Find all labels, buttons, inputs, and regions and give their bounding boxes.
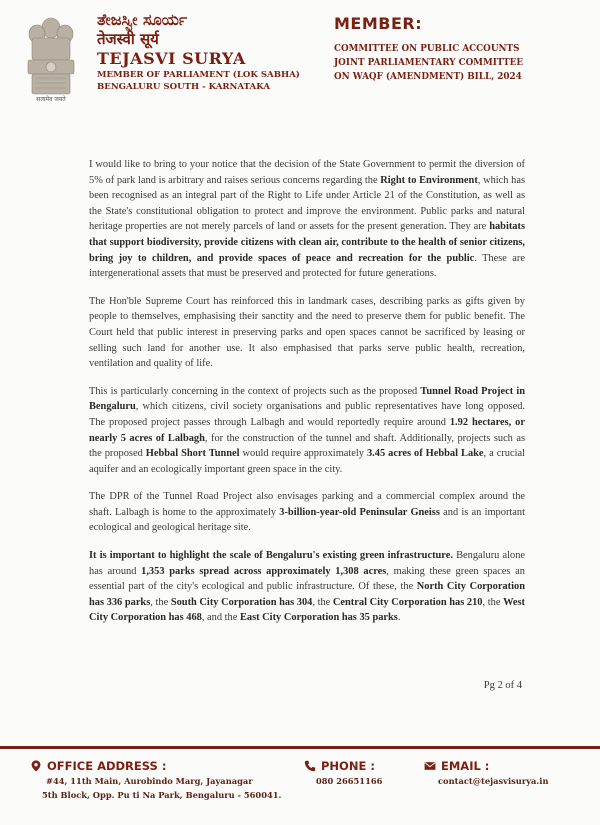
footer xyxy=(0,758,600,818)
member-title: MEMBER: xyxy=(334,14,423,33)
email-label: EMAIL : xyxy=(441,759,490,773)
letterhead xyxy=(0,0,600,110)
name-english: TEJASVI SURYA xyxy=(97,49,246,68)
office-address-block xyxy=(30,758,281,802)
phone-block xyxy=(304,758,382,788)
page-number: Pg 2 of 4 xyxy=(483,680,522,691)
phone-icon xyxy=(304,760,316,772)
national-emblem-icon xyxy=(22,12,80,104)
mp-constituency: BENGALURU SOUTH - KARNATAKA xyxy=(97,82,270,92)
phone-number[interactable]: 080 26651166 xyxy=(316,776,383,786)
committee-line: ON WAQF (AMENDMENT) BILL, 2024 xyxy=(334,72,522,82)
committee-line: JOINT PARLIAMENTARY COMMITTEE xyxy=(334,58,524,68)
paragraph-green-infrastructure: It is important to highlight the scale of Bengaluru's existing green infrastructure. Bengaluru alone has around 1,353 parks spread across approximately 1,308 acres, making these green spaces an essential part of the city's ecological and public infrastructure. Of these, the North City Corporation has 336 parks, the South City Corporation has 304, the Central City Corporation has 210, the West City Corporation has 468, and the East City Corporation has 35 parks. xyxy=(89,550,525,624)
address-line-2: 5th Block, Opp. Pu ti Na Park, Bengaluru - 560041. xyxy=(42,790,282,800)
letter-body xyxy=(89,157,525,638)
footer-divider xyxy=(0,746,600,749)
mp-identity xyxy=(97,10,317,93)
paragraph-dpr: The DPR of the Tunnel Road Project also envisages parking and a commercial complex around the shaft. Lalbagh is home to the approximately 3-billion-year-old Peninsular Gneiss and is an important ecological and geological heritage site. xyxy=(89,491,525,534)
envelope-icon xyxy=(424,760,436,772)
paragraph-supreme-court: The Hon'ble Supreme Court has reinforced this in landmark cases, describing parks as gifts given by people to themselves, emphasising their sanctity and the need to preserve them for public benefit. The Court held that public interest in preserving parks and open spaces cannot be sacrificed by leasing or selling such land for another use. It also emphasised that parks serve public health, recreation, ventilation and quality of life. xyxy=(89,295,525,370)
paragraph-tunnel-road: This is particularly concerning in the context of projects such as the proposed Tunnel Road Project in Bengaluru, which citizens, civil society organisations and public representatives have long opposed. The proposed project passes through Lalbagh and would reportedly require around 1.92 hectares, or nearly 5 acres of Lalbagh, for the construction of the tunnel and shaft. Additionally, projects such as the proposed Hebbal Short Tunnel would require approximately 3.45 acres of Hebbal Lake, a crucial aquifer and an ecologically important green space in the city. xyxy=(89,385,526,475)
mp-position: MEMBER OF PARLIAMENT (LOK SABHA) xyxy=(97,70,300,80)
name-kannada: ತೇಜಸ್ವೀ ಸೂರ್ಯ xyxy=(97,10,188,29)
paragraph-right-to-environment: I would like to bring to your notice that the decision of the State Government to permit the diversion of 5% of park land is arbitrary and raises serious concerns regarding the Right to Environment, which has been recognised as an integral part of the Right to Life under Article 21 of the Constitution, as well as the State's constitutional obligation to protect and improve the environment. Public parks and natural heritage properties are not merely parcels of land or assets for the present generation. They are habitats that support biodiversity, provide citizens with clean air, contribute to the health of senior citizens, bring joy to children, and provide spaces of peace and recreation for the public. These are intergenerational assets that must be preserved and protected for future generations. xyxy=(89,159,525,280)
committee-membership xyxy=(334,14,584,84)
address-line-1: #44, 11th Main, Aurobindo Marg, Jayanagar xyxy=(46,776,253,786)
emblem-motto: सत्यमेव जयते xyxy=(36,96,66,103)
email-block xyxy=(424,758,549,788)
phone-label: PHONE : xyxy=(321,759,375,773)
email-address[interactable]: contact@tejasvisurya.in xyxy=(438,776,549,786)
committee-line: COMMITTEE ON PUBLIC ACCOUNTS xyxy=(334,44,520,54)
name-hindi: तेजस्वी सूर्य xyxy=(97,30,159,48)
office-address-label: OFFICE ADDRESS : xyxy=(47,759,167,773)
location-pin-icon xyxy=(30,760,42,772)
